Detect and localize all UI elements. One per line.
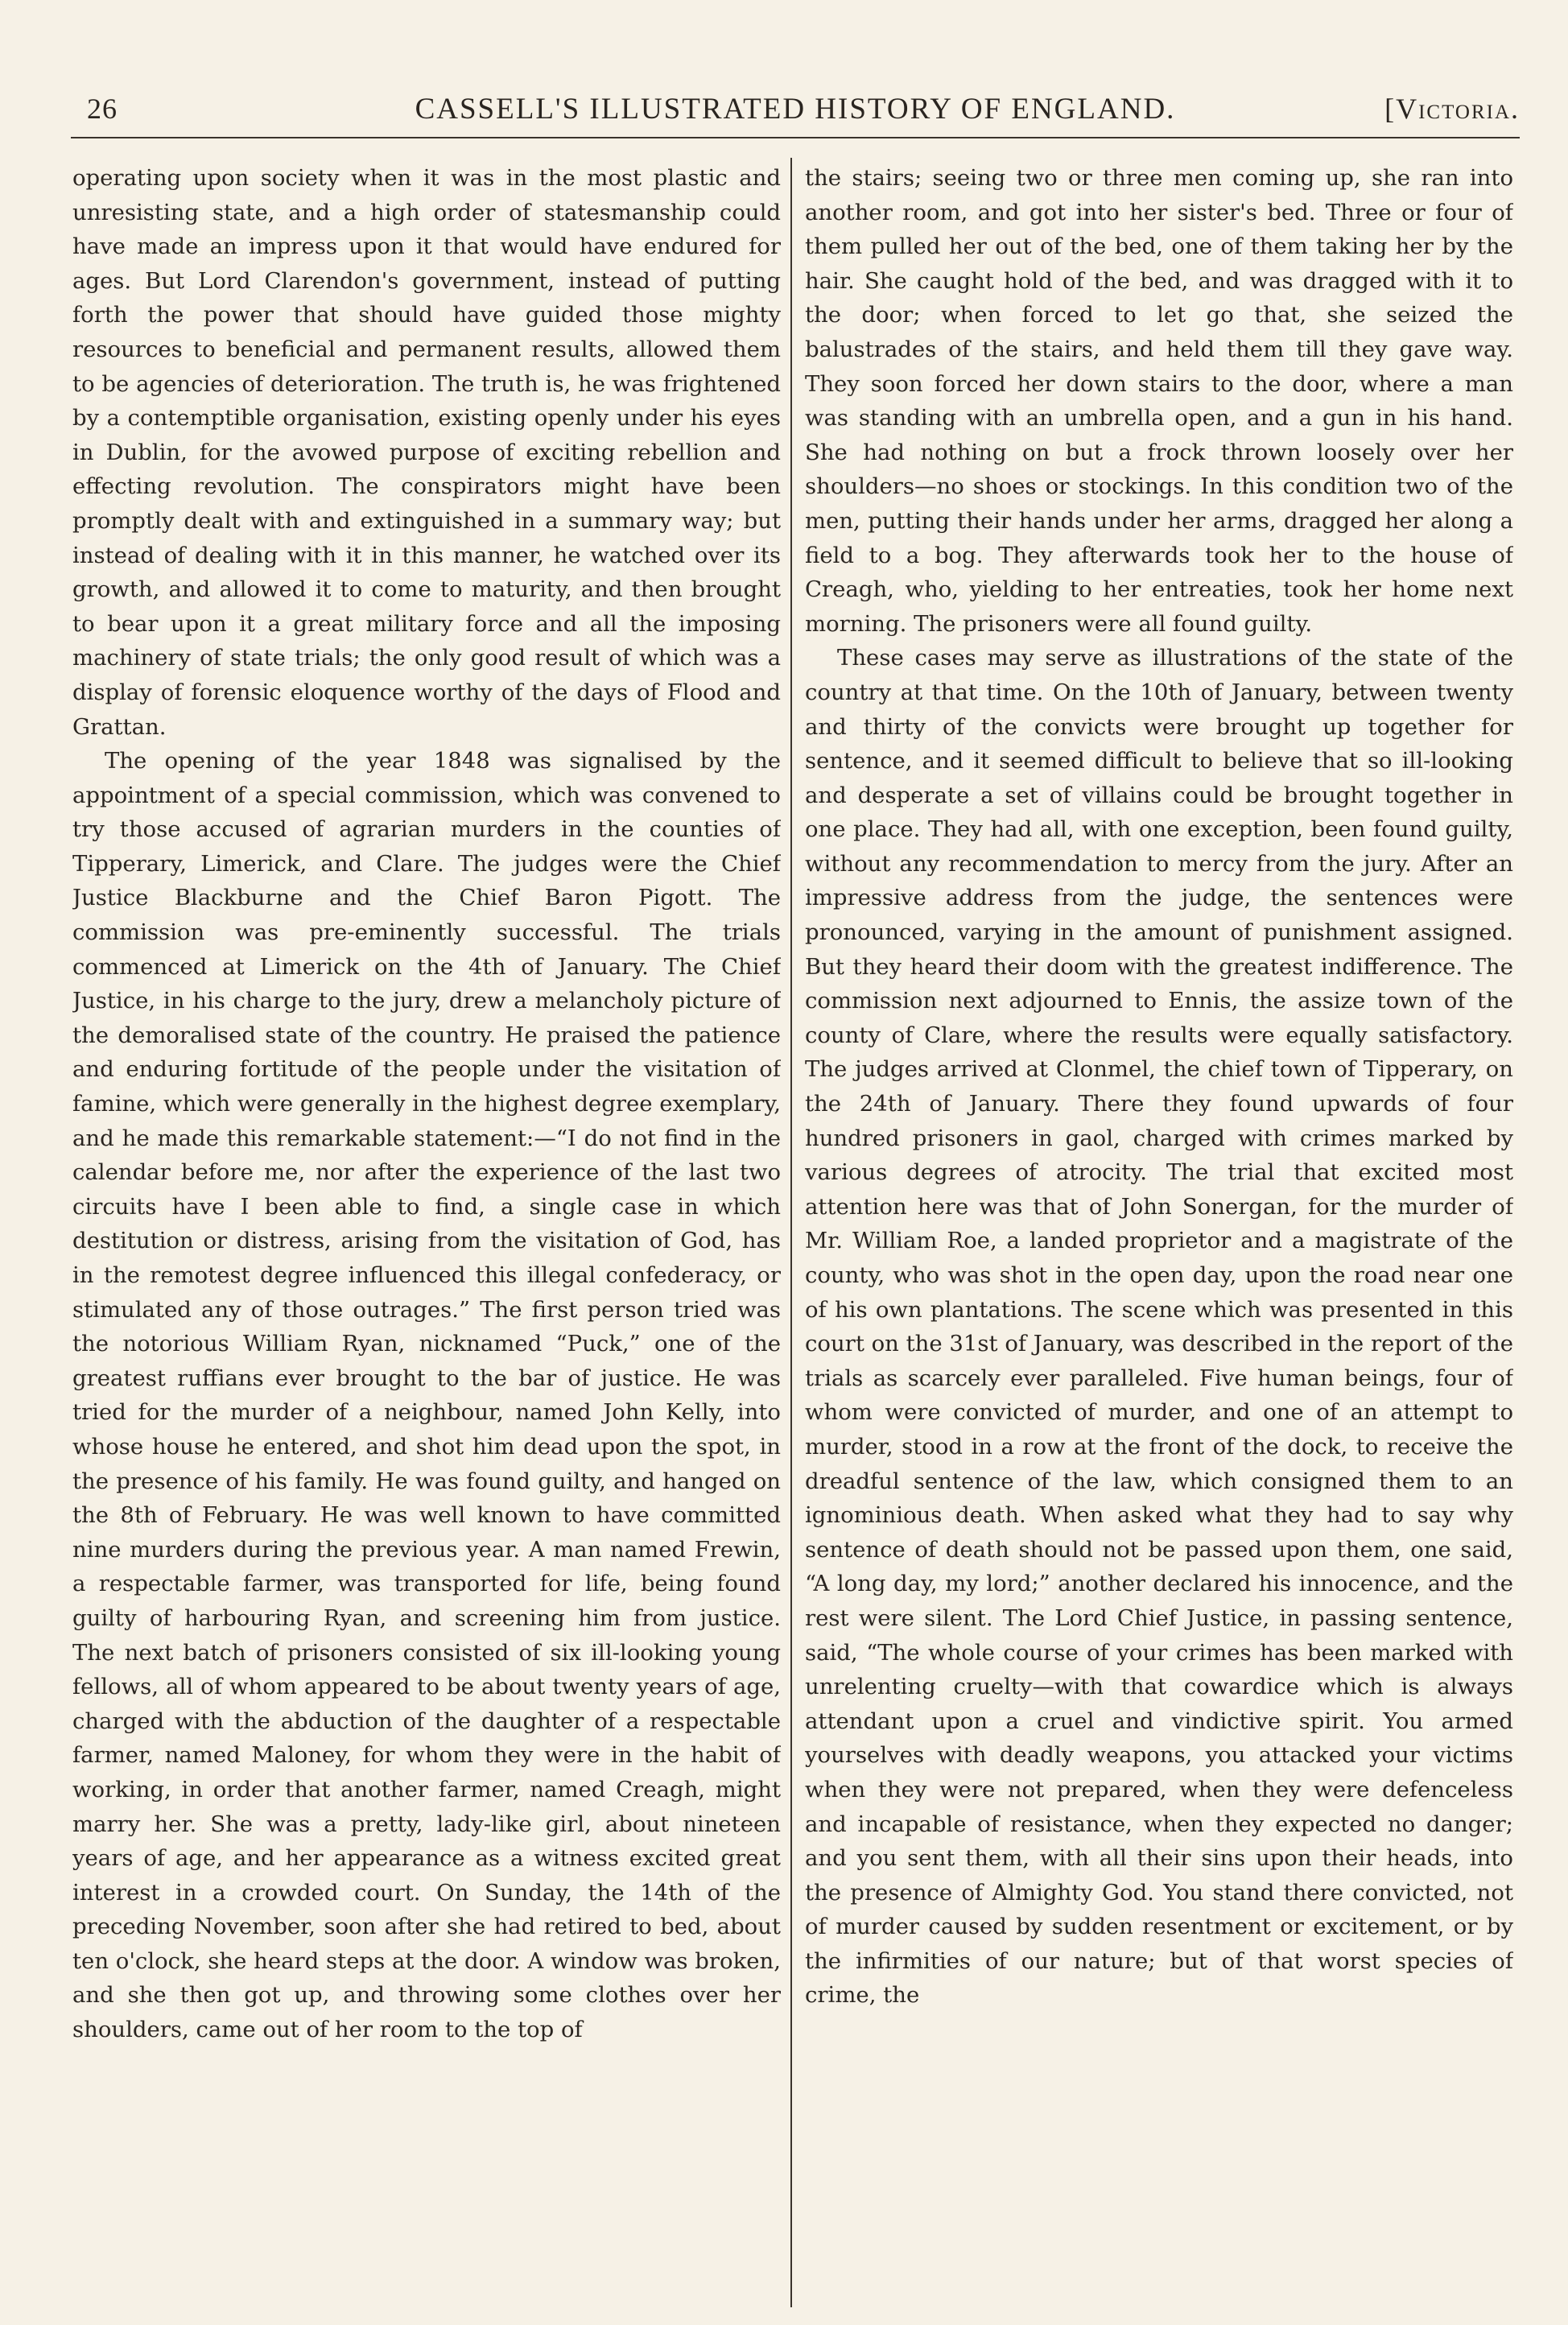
page-header	[71, 87, 1520, 129]
column-divider	[790, 158, 792, 2307]
left-column	[72, 161, 781, 2311]
right-paragraph-1: the stairs; seeing two or three men coming up, she ran into another room, and got into her sister's bed. Three or four of them pulled her out of the bed, one of them taking her by the hair. She caught hold of the bed, and was dragged with it to the door; when forced to let go that, she seized the balustrades of the stairs, and held them till they gave way. They soon forced her down stairs to the door, where a man was standing with an umbrella open, and a gun in his hand. She had nothing on but a frock thrown loosely over her shoulders—no shoes or stockings. In this condition two of the men, putting their hands under her arms, dragged her along a field to a bog. They afterwards took her to the house of Creagh, who, yielding to her entreaties, took her home next morning. The prisoners were all found guilty.	[805, 165, 1513, 637]
right-paragraph-2: These cases may serve as illustrations of the state of the country at that time. On the 10th of January, between twenty and thirty of the convicts were brought up together for sentence, and it seemed difficult to believe that so ill-looking and desperate a set of villains could be brought together in one place. They had all, with one exception, been found guilty, without any recommendation to mercy from the jury. After an impressive address from the judge, the sentences were pronounced, varying in the amount of punishment assigned. But they heard their doom with the greatest indifference. The commission next adjourned to Ennis, the assize town of the county of Clare, where the results were equally satisfactory. The judges arrived at Clonmel, the chief town of Tipperary, on the 24th of January. There they found upwards of four hundred prisoners in gaol, charged with crimes marked by various degrees of atrocity. The trial that excited most attention here was that of John Sonergan, for the murder of Mr. William Roe, a landed proprietor and a magistrate of the county, who was shot in the open day, upon the road near one of his own plantations. The scene which was presented in this court on the 31st of January, was described in the report of the trials as scarcely ever paralleled. Five human beings, four of whom were convicted of murder, and one of an attempt to murder, stood in a row at the front of the dock, to receive the dreadful sentence of the law, which consigned them to an ignominious death. When asked what they had to say why sentence of death should not be passed upon them, one said, “A long day, my lord;” another declared his innocence, and the rest were silent. The Lord Chief Justice, in passing sentence, said, “The whole course of your crimes has been marked with unrelenting cruelty—with that cowardice which is always attendant upon a cruel and vindictive spirit. You armed yourselves with deadly weapons, you attacked your victims when they were not prepared, when they were defenceless and incapable of resistance, when they expected no danger; and you sent them, with all their sins upon their heads, into the presence of Almighty God. You stand there convicted, not of murder caused by sudden resentment or excitement, or by the infirmities of our nature; but of that worst species of crime, the	[805, 645, 1513, 2009]
page-number: 26	[87, 93, 118, 125]
running-title: CASSELL'S ILLUSTRATED HISTORY OF ENGLAND.	[415, 93, 1176, 126]
right-column	[805, 161, 1513, 2311]
header-rule	[71, 137, 1520, 138]
left-paragraph-2: The opening of the year 1848 was signalised by the appointment of a special commission, which was convened to try those accused of agrarian murders in the counties of Tipperary, Limerick, and Clare. The judges were the Chief Justice Blackburne and the Chief Baron Pigott. The commission was pre-eminently successful. The trials commenced at Limerick on the 4th of January. The Chief Justice, in his charge to the jury, drew a melancholy picture of the demoralised state of the country. He praised the patience and enduring fortitude of the people under the visitation of famine, which were generally in the highest degree exemplary, and he made this remarkable statement:—“I do not find in the calendar before me, nor after the experience of the last two circuits have I been able to find, a single case in which destitution or distress, arising from the visitation of God, has in the remotest degree influenced this illegal confederacy, or stimulated any of those outrages.” The first person tried was the notorious William Ryan, nicknamed “Puck,” one of the greatest ruffians ever brought to the bar of justice. He was tried for the murder of a neighbour, named John Kelly, into whose house he entered, and shot him dead upon the spot, in the presence of his family. He was found guilty, and hanged on the 8th of February. He was well known to have committed nine murders during the previous year. A man named Frewin, a respectable farmer, was transported for life, being found guilty of harbouring Ryan, and screening him from justice. The next batch of prisoners consisted of six ill-looking young fellows, all of whom appeared to be about twenty years of age, charged with the abduction of the daughter of a respectable farmer, named Maloney, for whom they were in the habit of working, in order that another farmer, named Creagh, might marry her. She was a pretty, lady-like girl, about nineteen years of age, and her appearance as a witness excited great interest in a crowded court. On Sunday, the 14th of the preceding November, soon after she had retired to bed, about ten o'clock, she heard steps at the door. A window was broken, and she then got up, and throwing some clothes over her shoulders, came out of her room to the top of	[72, 748, 781, 2043]
left-paragraph-1: operating upon society when it was in the most plastic and unresisting state, and a high order of statesmanship could have made an impress upon it that would have endured for ages. But Lord Clarendon's government, instead of putting forth the power that should have guided those mighty resources to beneficial and permanent results, allowed them to be agencies of deterioration. The truth is, he was frightened by a contemptible organisation, existing openly under his eyes in Dublin, for the avowed purpose of exciting rebellion and effecting revolution. The conspirators might have been promptly dealt with and extinguished in a summary way; but instead of dealing with it in this manner, he watched over its growth, and allowed it to come to maturity, and then brought to bear upon it a great military force and all the imposing machinery of state trials; the only good result of which was a display of forensic eloquence worthy of the days of Flood and Grattan.	[72, 165, 781, 740]
section-label: [Victoria.	[1384, 93, 1520, 125]
